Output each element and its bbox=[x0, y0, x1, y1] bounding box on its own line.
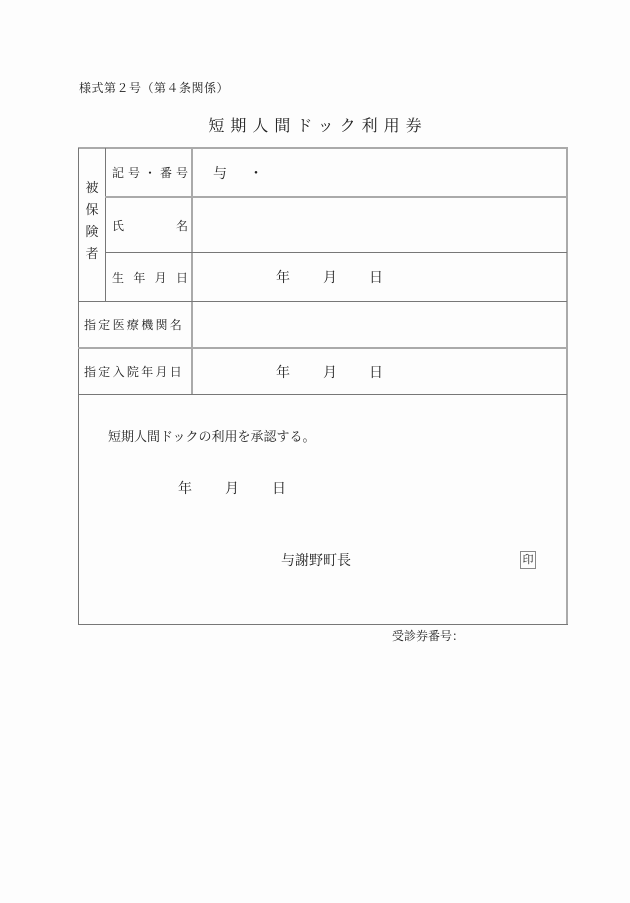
birth-month-unit: 月 bbox=[323, 270, 337, 286]
row-line bbox=[78, 394, 567, 395]
approval-day-unit: 日 bbox=[272, 481, 286, 497]
mayor-signature: 与謝野町長 bbox=[281, 553, 351, 569]
admission-date-field[interactable] bbox=[193, 349, 566, 394]
label-char: 日 bbox=[175, 270, 188, 285]
birth-day-unit: 日 bbox=[369, 270, 383, 286]
ticket-number-label: 受診券番号： bbox=[392, 629, 465, 643]
label-char: 月 bbox=[154, 270, 167, 285]
label-char: 番 bbox=[159, 166, 172, 180]
admission-date-label: 指定入院年月日 bbox=[84, 365, 185, 379]
group-char: 被 bbox=[85, 181, 99, 196]
admission-year-unit: 年 bbox=[276, 364, 290, 381]
birth-date-field[interactable] bbox=[193, 253, 566, 301]
label-char: 名 bbox=[175, 218, 188, 233]
group-divider bbox=[105, 148, 106, 301]
table-border-right bbox=[566, 148, 568, 625]
approval-month-unit: 月 bbox=[225, 481, 239, 497]
institution-label: 指定医療機関名 bbox=[84, 318, 185, 332]
seal-box: 印 bbox=[520, 551, 536, 569]
admission-day-unit: 日 bbox=[369, 364, 383, 381]
approval-statement: 短期人間ドックの利用を承認する。 bbox=[108, 430, 316, 445]
group-char: 者 bbox=[85, 247, 99, 262]
label-char: 号 bbox=[175, 166, 188, 180]
birth-year-unit: 年 bbox=[276, 270, 290, 286]
approval-year-unit: 年 bbox=[178, 481, 192, 497]
label-char: 号 bbox=[127, 166, 140, 180]
symbol-separator: ・ bbox=[249, 165, 263, 182]
label-char: 年 bbox=[133, 270, 146, 285]
name-label bbox=[112, 198, 188, 252]
admission-month-unit: 月 bbox=[323, 364, 337, 381]
group-char: 保 bbox=[85, 203, 99, 218]
group-char: 険 bbox=[85, 225, 99, 240]
symbol-prefix: 与 bbox=[213, 165, 227, 182]
form-number: 様式第２号（第４条関係） bbox=[79, 81, 230, 95]
name-field[interactable] bbox=[193, 198, 566, 252]
label-char: 生 bbox=[112, 270, 125, 285]
table-border-bottom bbox=[78, 624, 568, 625]
label-char: 氏 bbox=[112, 218, 125, 233]
birth-date-label bbox=[112, 253, 188, 301]
label-char: ・ bbox=[143, 166, 156, 180]
document-title: 短期人間ドック利用券 bbox=[208, 116, 428, 135]
label-char: 記 bbox=[112, 166, 125, 180]
institution-field[interactable] bbox=[193, 302, 566, 347]
insured-group-label bbox=[79, 178, 105, 266]
symbol-number-label bbox=[112, 149, 188, 196]
symbol-number-field[interactable] bbox=[193, 149, 566, 196]
